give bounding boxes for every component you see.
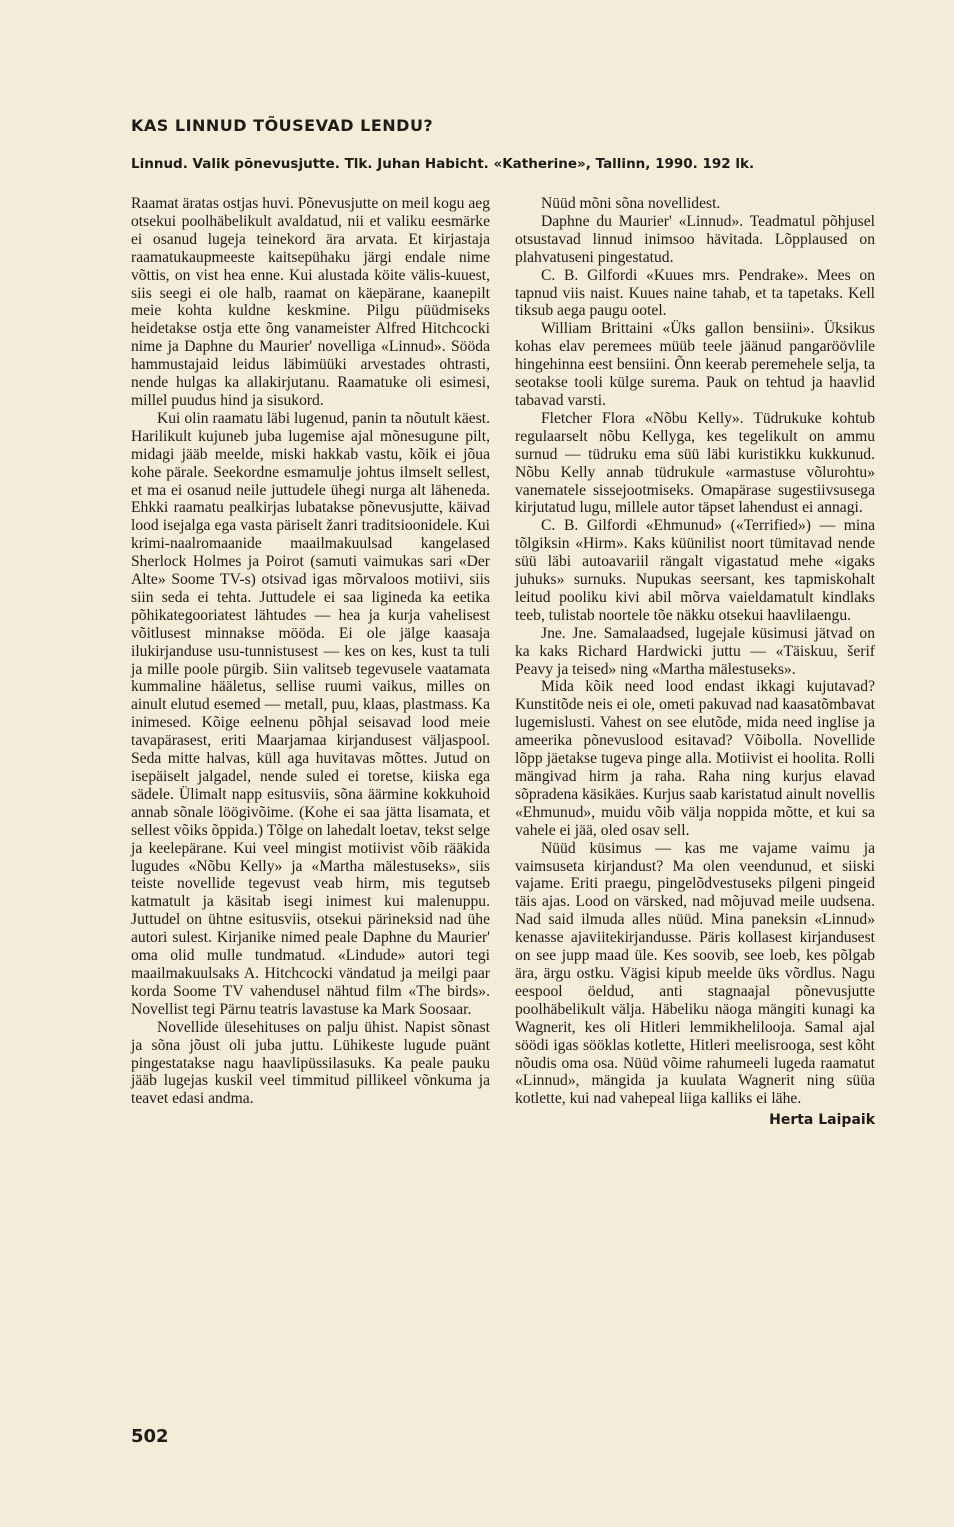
paragraph: Novellide ülesehituses on palju ühist. Napist sõnast ja sõna jõust oli juba juttu. Lühikeste lugude puänt pingestatakse nagu haavlipüssilasuks. Ka peale pauku jääb lugejas kuskil veel timmitud pillikeel võnkuma ja teavet edasi andma. (131, 1018, 490, 1108)
right-column (515, 195, 875, 1130)
paragraph: Mida kõik need lood endast ikkagi kujutavad? Kunstitõde neis ei ole, ometi pakuvad nad kaasatõmbavat lugemislusti. Vahest on see elutõde, mida need inglise ja ameerika põnevuslood esitavad? Võibolla. Novellide lõpp jäetakse tugeva pinge alla. Motiivist ei hoolita. Rolli mängivad hirm ja raha. Raha ning kurjus elavad sõpradena käsikäes. Kurjus saab karistatud ainult novellis «Ehmunud», muidu võib välja noppida mõtte, et kui sa vahele ei jää, oled osav sell. (515, 678, 875, 839)
page-number: 502 (131, 1426, 169, 1447)
paragraph: Daphne du Maurier' «Linnud». Teadmatul põhjusel otsustavad linnud inimsoo hävitada. Lõpplaused on plahvatuseni pingestatud. (515, 212, 875, 266)
paragraph: Fletcher Flora «Nõbu Kelly». Tüdrukuke kohtub regulaarselt nõbu Kellyga, kes tegelikult on ammu surnud — tüdruku ema süü läbi kuristikku kukkunud. Nõbu Kelly annab tüdrukule «armastuse võlurohtu» vanematele sissejootmiseks. Omapärase sugestiivsusega kirjutatud lugu, millele autor täpset lahendust ei annagi. (515, 409, 875, 517)
paragraph: Jne. Jne. Samalaadsed, lugejale küsimusi jätvad on ka kaks Richard Hardwicki juttu — «Täiskuu, šerif Peavy ja teised» ning «Martha mälestuseks». (515, 624, 875, 678)
paragraph: Raamat äratas ostjas huvi. Põnevusjutte on meil kogu aeg otsekui poolhäbelikult avaldatud, nii et valiku eesmärke ei osanud lugeja teinekord ära arvata. Et kirjastaja raamatukaupmeeste kaitsepühaku järgi endale nime võttis, on vist hea enne. Kui alustada köite välis-kuuest, siis seegi ei ole halb, raamat on käepärane, kaanepilt meie kohta kuldne keskmine. Pilgu püüdmiseks heidetakse ostja ette õng vanameister Alfred Hitchcocki nime ja Daphne du Maurier' novelliga «Linnud». Sööda hammustajaid leidus läbimüüki arvestades ohtrasti, nende hulgas ka allakirjutanu. Raamatuke oli esimesi, millel puudus hind ja sisukord. (131, 195, 491, 409)
paragraph: Nüüd küsimus — kas me vajame vaimu ja vaimsuseta kirjandust? Ma olen veendunud, et siiski vajame. Eriti praegu, pingelõdvestuseks pilgeni pingeid täis ajas. Lood on värsked, nad mõjuvad meile uudsena. Nad said ilmuda alles nüüd. Mina paneksin «Linnud» kenasse ajaviitekirjandusse. Päris kollasest kirjandusest on see jupp maad üle. Kes soovib, see loeb, kes põlgab ära, ärgu ostku. Vägisi kipub meelde üks võrdlus. Nagu eespool öeldud, anti stagnaajal põnevusjutte poolhäbelikult välja. Häbeliku näoga mängiti kunagi ka Wagnerit, kes oli Hitleri lemmikhelilooja. Samal ajal söödi igas sööklas kotlette, Hitleri meelisrooga, sest kõht nõudis oma osa. Nüüd võime rahumeeli lugeda raamatut «Linnud», mängida ja kuulata Wagnerit ning süüa kotlette, kui nad vahepeal liiga kalliks ei lähe. (515, 839, 875, 1108)
paragraph: Kui olin raamatu läbi lugenud, panin ta nõutult käest. Harilikult kujuneb juba lugemise ajal mõnesugune pilt, midagi jääb meelde, miski hakkab vastu, kõik ei jõua kohe pärale. Seekordne esmamulje johtus ilmselt sellest, et ma ei osanud neile juttudele ühegi nurga alt läheneda. Ehkki raamatu pealkirjas lubatakse põnevusjutte, käivad lood isejalga ega vasta päriselt žanri traditsioonidele. Kui krimi-naalromaanide maailmakuulsad kangelased Sherlock Holmes ja Poirot (samuti vaimukas sari «Der Alte» Soome TV-s) otsivad igas mõrvaloos motiivi, siis siin seda ei tehta. Juttudele ei saa ligineda ka eetika põhikategooriatest lähtudes — hea ja kurja vahelisest võitlusest minnakse mööda. Ei ole jälge kaasaja ilukirjanduse usu-tunnistusest — kes on kes, kust ta tuli ja mille poole pürgib. Siin valitseb tegevusele vaatamata kummaline hääletus, sellise ruumi vaikus, milles on ainult elutud esemed — metall, puu, klaas, plastmass. Ka inimesed. Kõige eelnenu põhjal seisavad lood meie tavapärasest, eriti Maarjamaa kirjandusest väljaspool. Seda mitte halvas, küll aga huvitavas mõttes. Jutud on isepäiselt jalgadel, nende suled ei toretse, kiiska ega sädele. Ülimalt napp esitusviis, sõna äärmine kokkuhoid annab sõnale löögivõime. (Kohe ei saa jätta lisamata, et sellest võiks õppida.) Tõlge on lahedalt loetav, tekst selge ja keelepärane. Kui veel mingist motiivist võib rääkida lugudes «Nõbu Kelly» ja «Martha mälestuseks», siis teiste novellide tegevust veab hirm, mis tegutseb katmatult ja käsitab isegi inimest kui malenuppu. Juttudel on ühtne esitusviis, otsekui pärineksid nad ühe autori sulest. Kirjanike nimed peale Daphne du Maurier' oma olid mulle tundmatud. «Lindude» autori tegi maailmakuulsaks A. Hitchcocki vändatud ja meilgi paar korda Soome TV vahendusel nähtud film «The birds». Novellist tegi Pärnu teatris lavastuse ka Mark Soosaar. (131, 409, 491, 1018)
paragraph: C. B. Gilfordi «Kuues mrs. Pendrake». Mees on tapnud viis naist. Kuues naine tahab, et ta tapetaks. Kell tiksub aega paugu ootel. (515, 266, 875, 320)
author-signature: Herta Laipaik (769, 1112, 875, 1129)
book-reference: Linnud. Valik põnevusjutte. Tlk. Juhan Habicht. «Katherine», Tallinn, 1990. 192 lk. (131, 156, 755, 172)
article-heading: KAS LINNUD TÕUSEVAD LENDU? (131, 116, 434, 135)
paragraph: William Brittaini «Üks gallon bensiini». Üksikus kohas elav peremees müüb teele jäänud pangaröövlile hingehinna eest bensiini. Õnn keerab peremehele selja, ta seotakse tooli külge surema. Pauk on tehtud ja haavlid tabavad varsti. (515, 320, 875, 409)
paragraph: C. B. Gilfordi «Ehmunud» («Terrified») — mina tõlgiksin «Hirm». Kaks küünilist noort tümitavad nende süü läbi autoavariil rängalt vigastatud mehe «igaks juhuks» surnuks. Nupukas seersant, kes tapmiskohalt leitud pooliku kivi abil mõrva vaieldamatult kindlaks teeb, tulistab noortele tõe näkku otsekui haavlilaengu. (515, 517, 875, 624)
left-column (131, 195, 490, 1108)
paragraph: Nüüd mõni sõna novellidest. (541, 195, 721, 212)
